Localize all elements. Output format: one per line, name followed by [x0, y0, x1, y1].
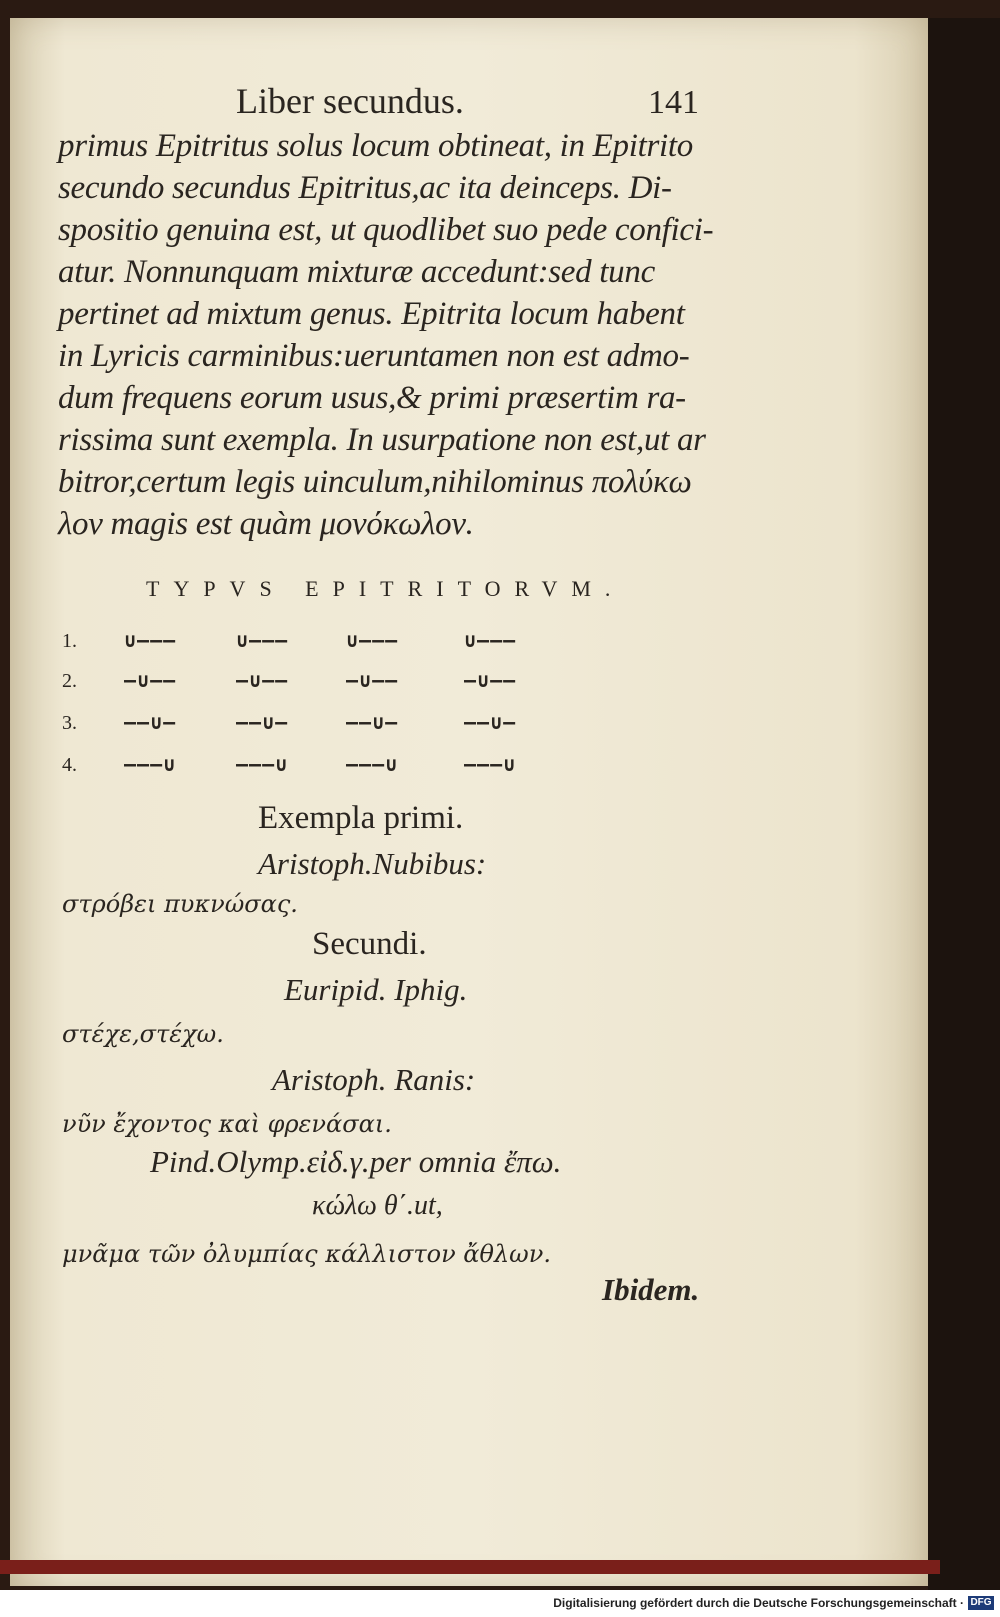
- footer-credit: Digitalisierung gefördert durch die Deutsche Forschungsgemeinschaft ·: [553, 1596, 964, 1610]
- section-heading: Secundi.: [312, 926, 427, 962]
- running-title: Liber secundus.: [236, 81, 464, 121]
- paragraph-line: spositio genuina est, ut quodlibet suo pede confici-: [58, 212, 714, 248]
- metric-foot: ––∪–: [346, 710, 399, 734]
- metric-foot: –∪––: [464, 668, 517, 692]
- typus-title: TYPVS EPITRITORVM.: [146, 576, 625, 601]
- citation: Pind.Olymp.εἰδ.γ.per omnia ἔπω.: [150, 1144, 562, 1179]
- metric-foot: –––∪: [346, 752, 399, 776]
- metric-foot: ∪–––: [346, 628, 399, 652]
- row-number: 2.: [62, 670, 77, 692]
- paragraph-line: atur. Nonnunquam mixturæ accedunt:sed tunc: [58, 254, 655, 290]
- greek-verse: στρόβει πυκνώσας.: [62, 890, 298, 918]
- metric-foot: ––∪–: [124, 710, 177, 734]
- metric-foot: –∪––: [346, 668, 399, 692]
- paragraph-line: λον magis est quàm μονόκωλον.: [58, 506, 474, 542]
- paragraph-line: rissima sunt exempla. In usurpatione non est,ut ar: [58, 422, 706, 458]
- metric-foot: ∪–––: [236, 628, 289, 652]
- row-number: 3.: [62, 712, 77, 734]
- metric-foot: –––∪: [124, 752, 177, 776]
- metric-foot: –––∪: [464, 752, 517, 776]
- paragraph-line: pertinet ad mixtum genus. Epitrita locum habent: [58, 296, 685, 332]
- section-heading: Exempla primi.: [258, 800, 464, 836]
- metric-foot: ∪–––: [124, 628, 177, 652]
- digitization-footer: [0, 1594, 1000, 1617]
- metric-foot: ––∪–: [464, 710, 517, 734]
- greek-verse: νῦν ἔχοντος καὶ φρενάσαι.: [62, 1110, 392, 1138]
- book-edge: [928, 18, 1000, 1590]
- citation: Aristoph. Ranis:: [272, 1062, 476, 1097]
- metric-foot: –∪––: [236, 668, 289, 692]
- row-number: 4.: [62, 754, 77, 776]
- metric-foot: ∪–––: [464, 628, 517, 652]
- page-number: 141: [648, 84, 699, 121]
- citation: Euripid. Iphig.: [284, 972, 468, 1007]
- row-number: 1.: [62, 630, 77, 652]
- paragraph-line: primus Epitritus solus locum obtineat, in Epitrito: [58, 128, 693, 164]
- greek-verse: μνᾶμα τῶν ὀλυμπίας κάλλιστον ἄθλων.: [62, 1240, 551, 1268]
- metric-foot: ––∪–: [236, 710, 289, 734]
- paragraph-line: in Lyricis carminibus:ueruntamen non est admo-: [58, 338, 690, 374]
- citation-sub: κώλω θ΄.ut,: [312, 1190, 443, 1221]
- dfg-logo: DFG: [968, 1596, 994, 1610]
- paragraph-line: dum frequens eorum usus,& primi præsertim ra-: [58, 380, 686, 416]
- page-bottom-edge: [0, 1560, 940, 1574]
- paragraph-line: secundo secundus Epitritus,ac ita deinceps. Di-: [58, 170, 672, 206]
- metric-foot: –––∪: [236, 752, 289, 776]
- citation: Aristoph.Nubibus:: [258, 846, 487, 881]
- catchword: Ibidem.: [602, 1272, 700, 1307]
- greek-verse: στέχε,στέχω.: [62, 1020, 224, 1048]
- metric-foot: –∪––: [124, 668, 177, 692]
- paragraph-line: bitror,certum legis uinculum,nihilominus πολύκω: [58, 464, 692, 500]
